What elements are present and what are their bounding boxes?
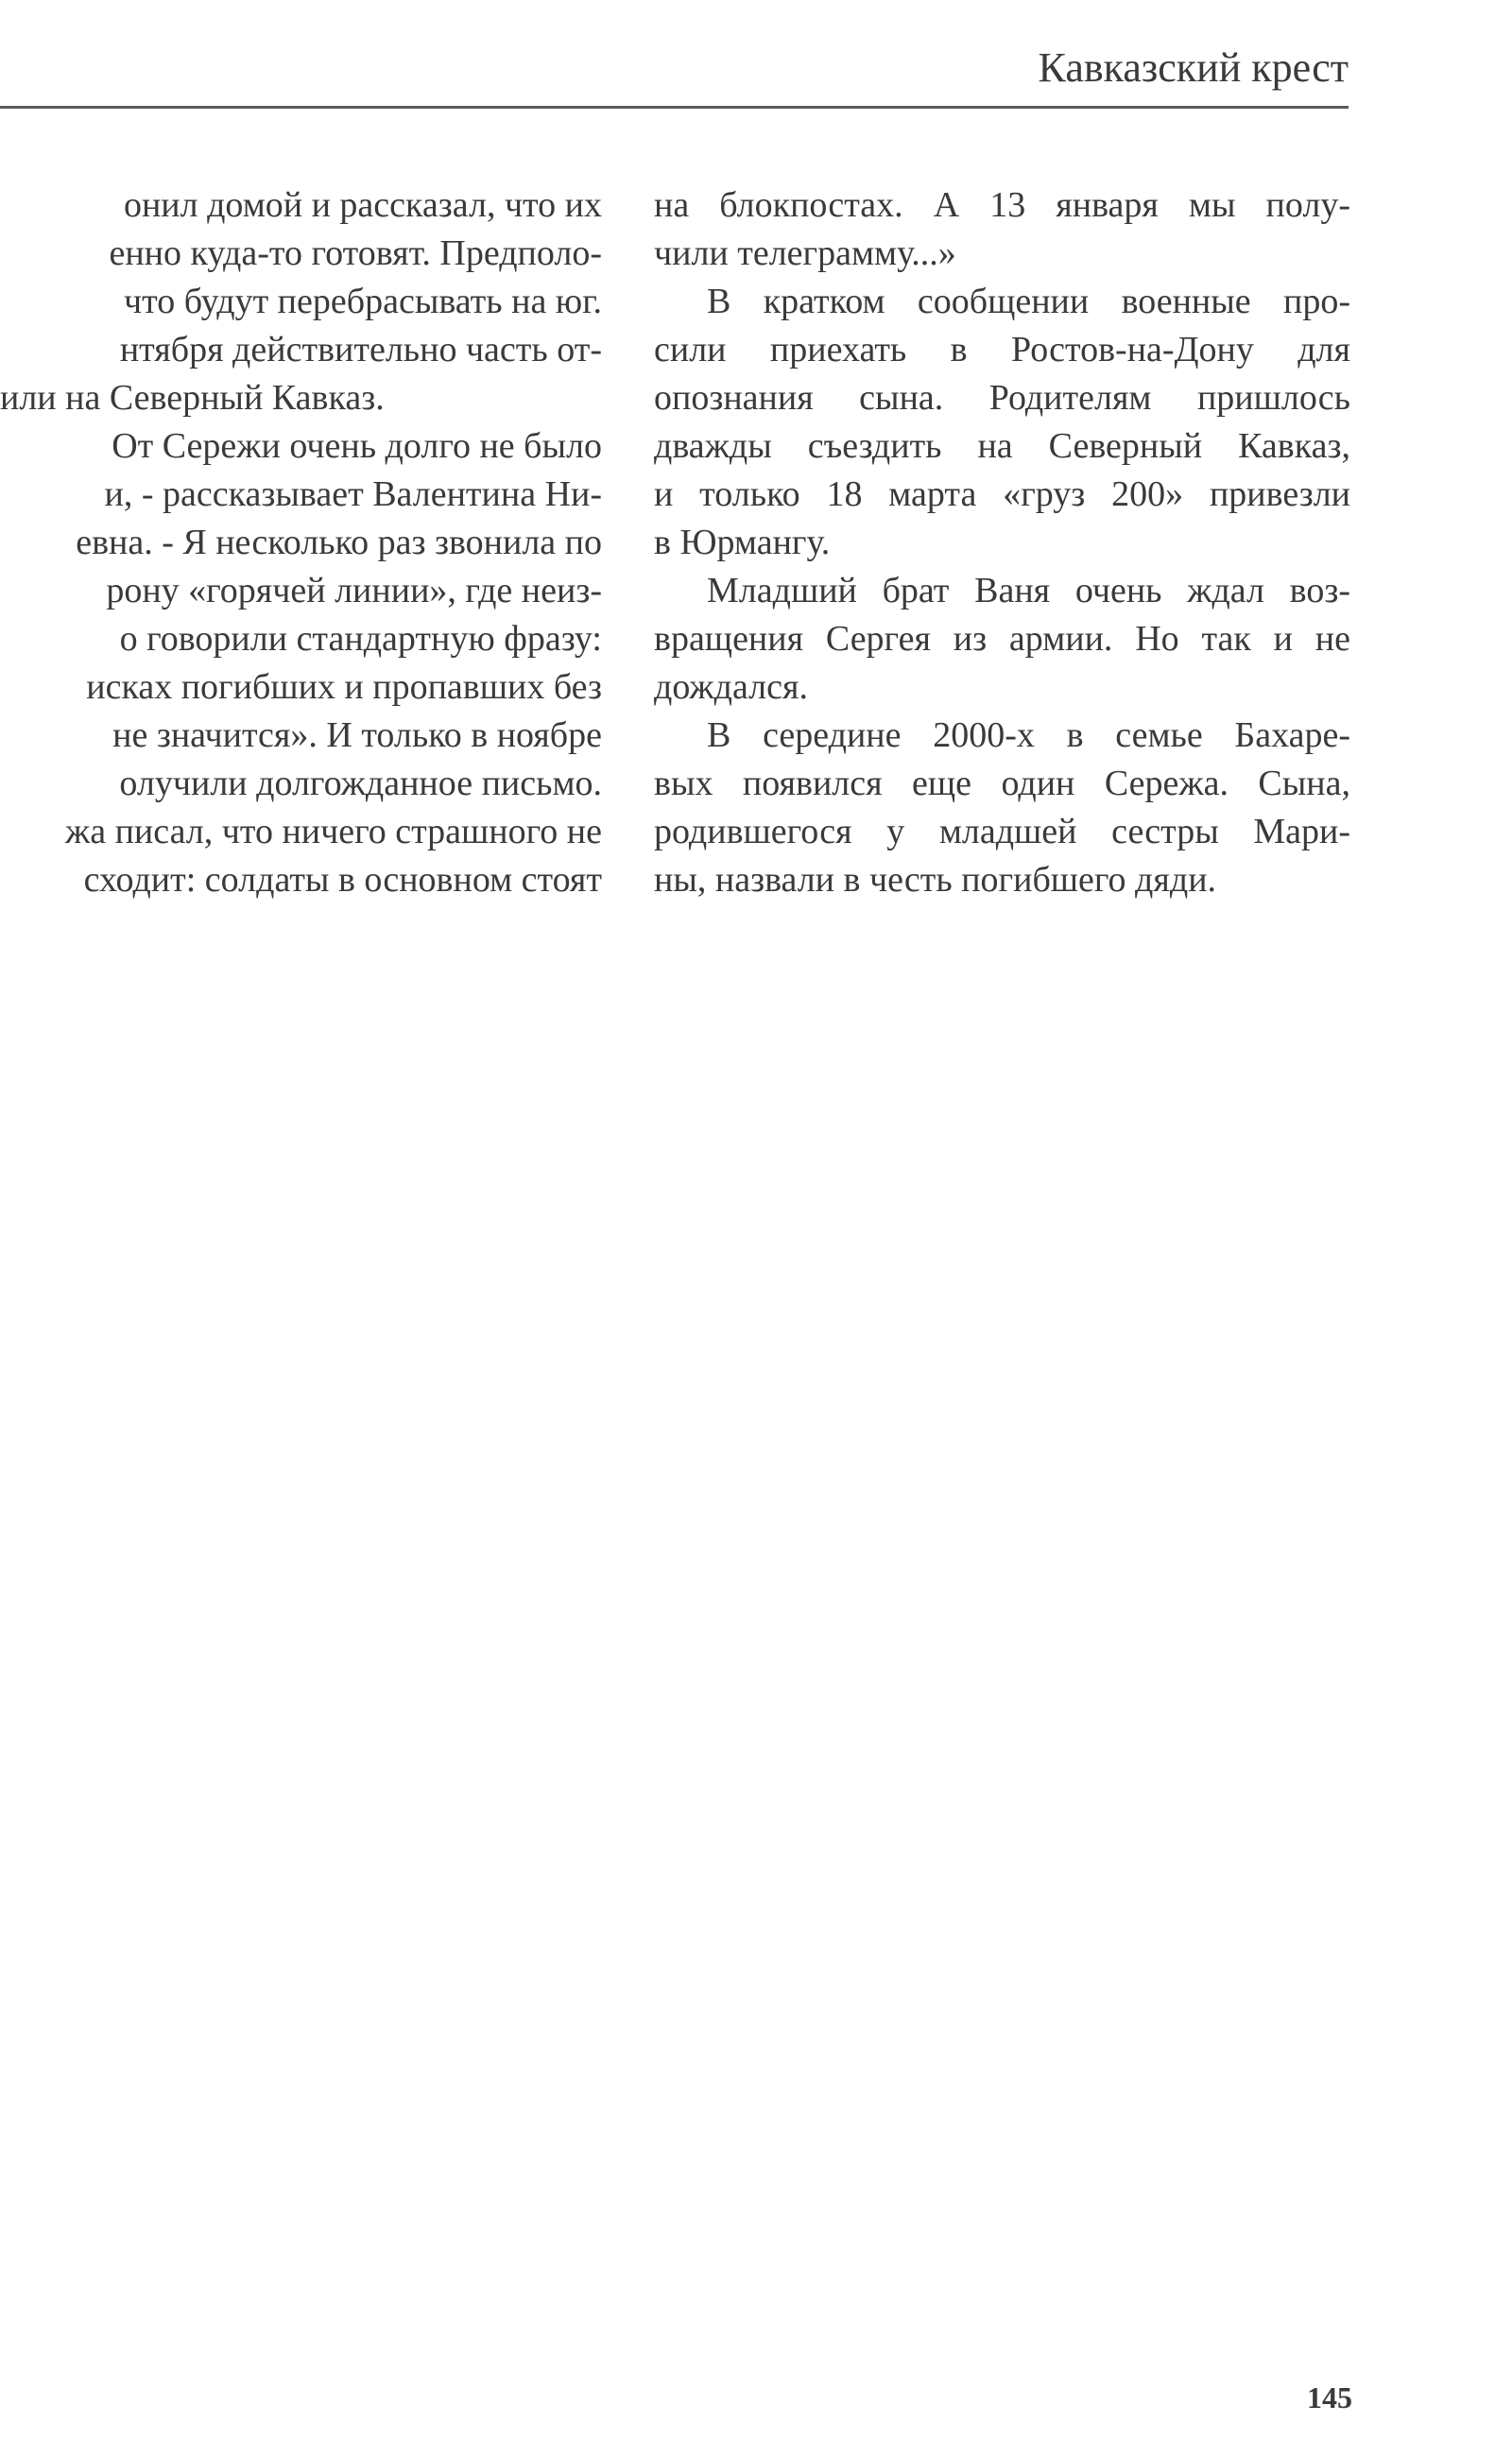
text-line: ны, назвали в честь погибшего дяди. (654, 860, 1217, 900)
paragraph-start-line: В кратком сообщении военные про- (707, 282, 1350, 321)
running-head: Кавказский крест (1038, 44, 1349, 91)
text-line: дождался. (654, 667, 808, 707)
text-line: в Юрмангу. (654, 523, 831, 562)
text-line: и, - рассказывает Валентина Ни- (104, 474, 602, 514)
text-line: опознания сына. Родителям пришлось (654, 378, 1350, 418)
text-line: нтября действительно часть от- (119, 330, 602, 369)
text-line: сили приехать в Ростов-на-Дону для (654, 330, 1350, 369)
text-line: вых появился еще один Сережа. Сына, (654, 764, 1350, 803)
text-line: олучили долгожданное письмо. (119, 764, 602, 803)
text-line: жа писал, что ничего страшного не (64, 812, 602, 851)
text-line: о говорили стандартную фразу: (119, 619, 602, 659)
text-line: рону «горячей линии», где неиз- (106, 571, 602, 610)
page-number: 145 (1307, 2380, 1352, 2414)
text-line: дважды съездить на Северный Кавказ, (654, 426, 1350, 466)
text-line: на блокпостах. А 13 января мы полу- (654, 185, 1350, 225)
text-line: От Сережи очень долго не было (112, 426, 602, 466)
paragraph-start-line: В середине 2000-х в семье Бахаре- (707, 715, 1350, 755)
text-line: вращения Сергея из армии. Но так и не (654, 619, 1350, 659)
left-column (0, 181, 602, 904)
paragraph-start-line: Младший брат Ваня очень ждал воз- (707, 571, 1350, 610)
text-line: не значится». И только в ноябре (112, 715, 602, 755)
text-line: енно куда-то готовят. Предполо- (109, 233, 602, 273)
text-line: что будут перебрасывать на юг. (124, 282, 602, 321)
text-line: исках погибших и пропавших без (86, 667, 602, 707)
text-line: или на Северный Кавказ. (0, 378, 385, 418)
text-line: онил домой и рассказал, что их (123, 185, 602, 225)
text-line: чили телеграмму...» (654, 233, 956, 273)
right-column (654, 181, 1350, 904)
text-line: сходит: солдаты в основном стоят (83, 860, 602, 900)
text-line: родившегося у младшей сестры Мари- (654, 812, 1350, 851)
text-line: и только 18 марта «груз 200» привезли (654, 474, 1350, 514)
text-line: евна. - Я несколько раз звонила по (76, 523, 602, 562)
header-rule (0, 106, 1349, 109)
